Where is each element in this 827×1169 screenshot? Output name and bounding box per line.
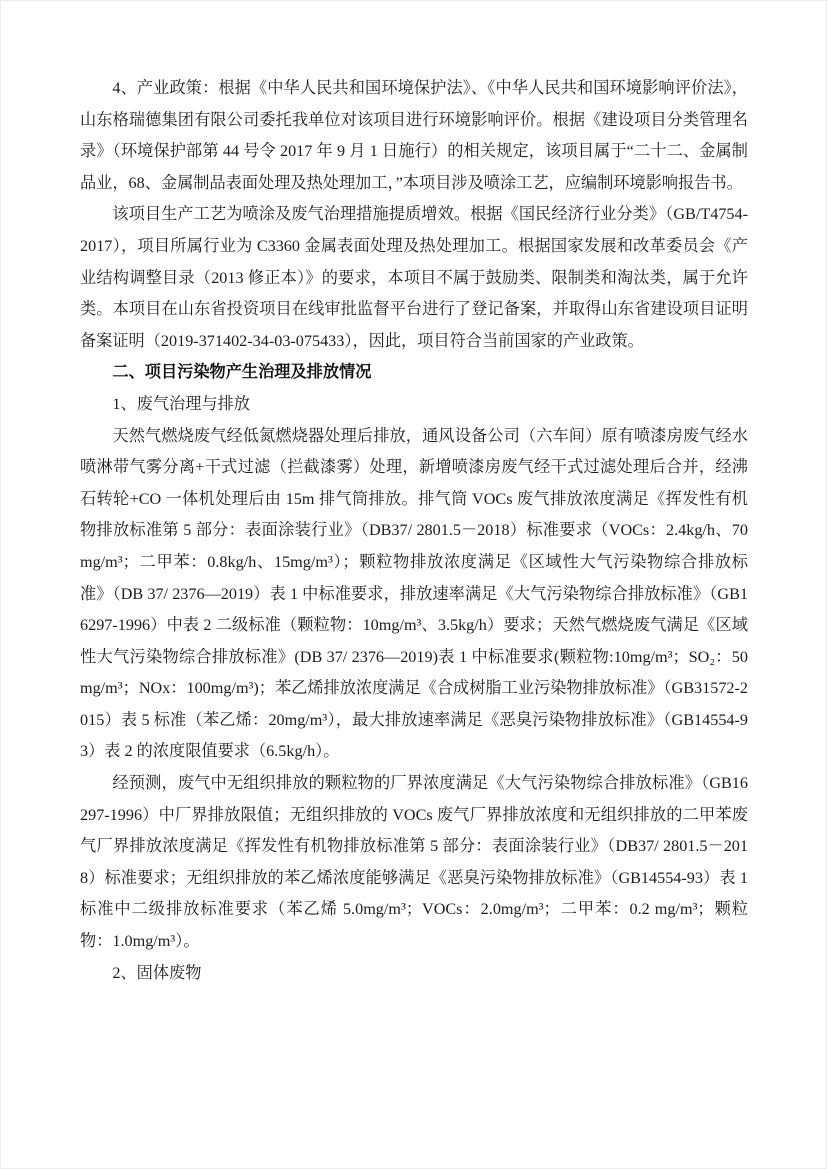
paragraph-industrial-policy: 4、产业政策：根据《中华人民共和国环境保护法》、《中华人民共和国环境影响评价法》，山东格瑞德集团有限公司委托我单位对该项目进行环境影响评价。根据《建设项目分类管理名录》（环境保护部第 44 号令 2017 年 9 月 1 日施行）的相关规定，该项目属于“二十二、金属制品业，68、金属制品表面处理及热处理加工，”本项目涉及喷涂工艺，应编制环境影响报告书。 [80, 79, 748, 192]
list-item-waste-gas-treatment: 1、废气治理与排放 [112, 394, 250, 413]
document-text-block [80, 73, 748, 989]
section-heading-pollutant-treatment-and-discharge: 二、项目污染物产生治理及排放情况 [112, 363, 372, 382]
paragraph-waste-gas-treatment-details: 天然气燃烧废气经低氮燃烧器处理后排放，通风设备公司（六车间）原有喷漆房废气经水喷淋带气雾分离+干式过滤（拦截漆雾）处理，新增喷漆房废气经干式过滤处理后合并，经沸石转轮+CO 一体机处理后由 15m 排气筒排放。排气筒 VOCs 废气排放浓度满足《挥发性有机物排放标准第 5 部分：表面涂装行业》（DB37/ 2801.5－2018）标准要求（VOCs：2.4kg/h、70mg/m³；二甲苯：0.8kg/h、15mg/m³）；颗粒物排放浓度满足《区域性大气污染物综合排放标准》（DB 37/ 2376—2019）表 1 中标准要求，排放速率满足《大气污染物综合排放标准》（GB16297-1996）中表 2 二级标准（颗粒物：10mg/m³、3.5kg/h）要求；天然气燃烧废气满足《区域性大气污染物综合排放标准》(DB 37/ 2376—2019)表 1 中标准要求(颗粒物:10mg/m³；SO₂：50mg/m³；NOx：100mg/m³)；苯乙烯排放浓度满足《合成树脂工业污染物排放标准》（GB31572-2015）表 5 标准（苯乙烯：20mg/m³），最大排放速率满足《恶臭污染物排放标准》（GB14554-93）表 2 的浓度限值要求（6.5kg/h）。 [80, 426, 748, 761]
paragraph-fugitive-emission-prediction: 经预测，废气中无组织排放的颗粒物的厂界浓度满足《大气污染物综合排放标准》（GB16297-1996）中厂界排放限值；无组织排放的 VOCs 废气厂界排放浓度和无组织排放的二甲苯废气厂界排放浓度满足《挥发性有机物排放标准第 5 部分：表面涂装行业》（DB37/ 2801.5－2018）标准要求；无组织排放的苯乙烯浓度能够满足《恶臭污染物排放标准》（GB14554-93）表 1 标准中二级排放标准要求（苯乙烯 5.0mg/m³；VOCs：2.0mg/m³；二甲苯：0.2 mg/m³；颗粒物：1.0mg/m³）。 [80, 774, 748, 951]
paragraph-production-process-compliance: 该项目生产工艺为喷涂及废气治理措施提质增效。根据《国民经济行业分类》（GB/T4754-2017），项目所属行业为 C3360 金属表面处理及热处理加工。根据国家发展和改革委员会《产业结构调整目录（2013 修正本）》的要求，本项目不属于鼓励类、限制类和淘汰类，属于允许类。本项目在山东省投资项目在线审批监督平台进行了登记备案，并取得山东省建设项目证明备案证明（2019-371402-34-03-075433），因此，项目符合当前国家的产业政策。 [80, 205, 748, 350]
list-item-solid-waste: 2、固体废物 [112, 963, 202, 982]
